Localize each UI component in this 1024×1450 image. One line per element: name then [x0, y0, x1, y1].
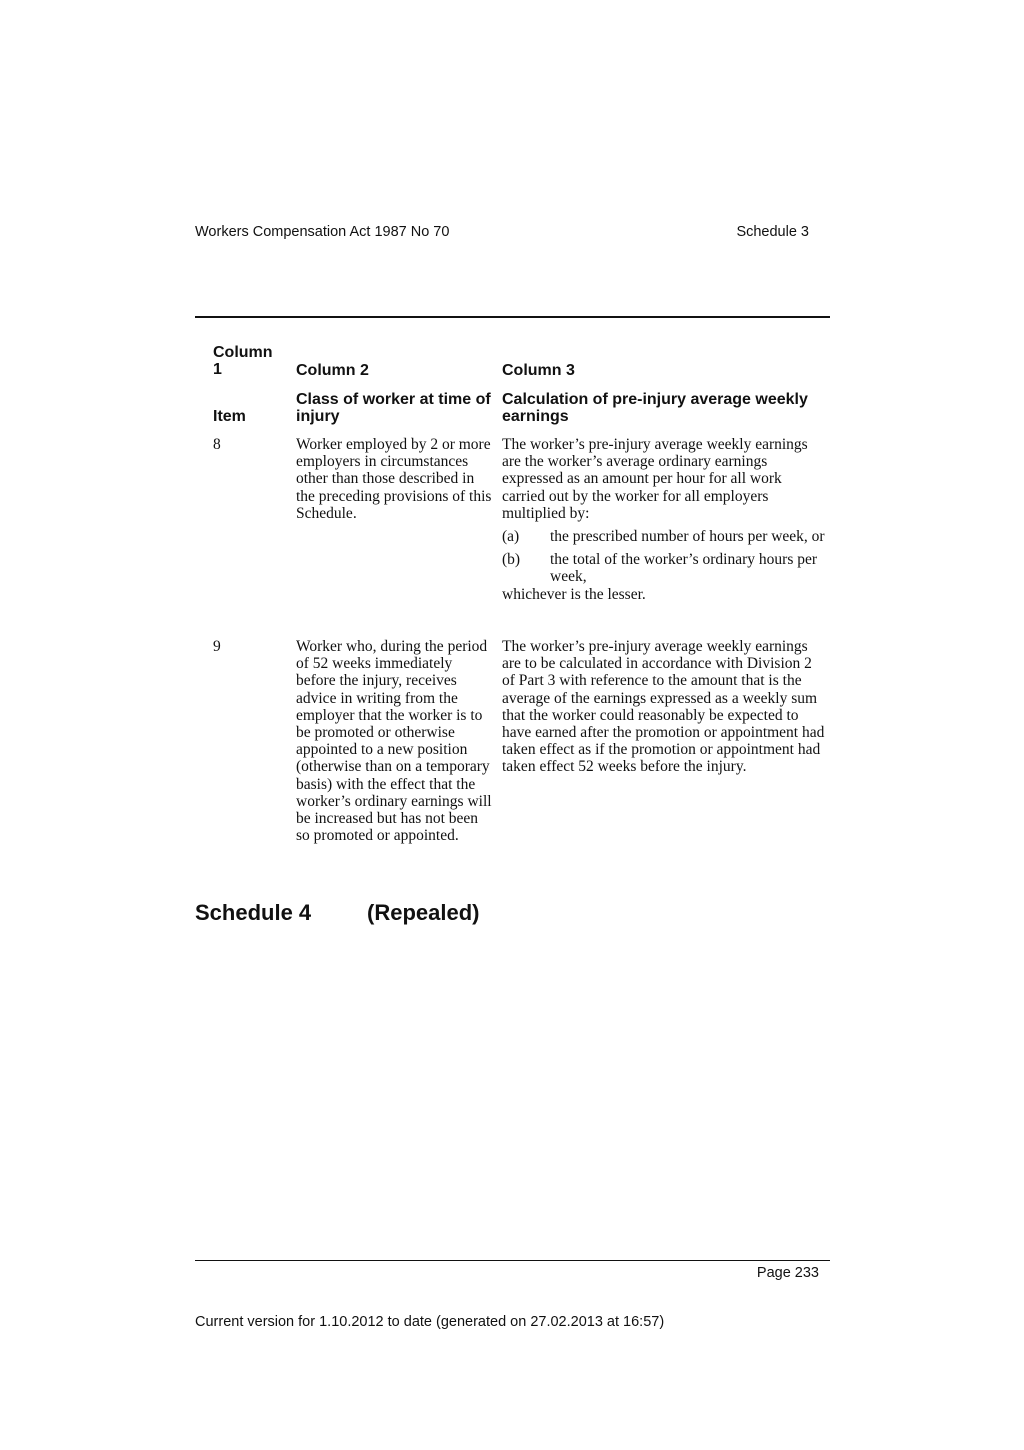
subitem-label: (a) [502, 528, 520, 546]
top-rule [195, 316, 830, 318]
schedule-number: Schedule 4 [195, 900, 312, 925]
version-footer: Current version for 1.10.2012 to date (generated on 27.02.2013 at 16:57) [195, 1314, 665, 1330]
bottom-rule [195, 1260, 830, 1261]
row-calculation [502, 638, 827, 776]
act-title: Workers Compensation Act 1987 No 70 [195, 224, 450, 240]
row-calculation [502, 436, 827, 603]
col3-subheading: Calculation of pre-injury average weekly earnings [502, 391, 808, 425]
row-item-number: 9 [213, 638, 221, 655]
calc-intro: The worker’s pre-injury average weekly earnings are to be calculated in accordance with Division 2 of Part 3 with reference to the amount that is the average of the earnings expressed as a weekly sum that the worker could reasonably be expected to have earned after the promotion or appointment had taken effect as if the promotion or appointment had taken effect 52 weeks before the injury. [502, 638, 825, 776]
schedule-label: Schedule 3 [736, 224, 809, 240]
running-header [195, 224, 809, 240]
page-number: Page 233 [756, 1265, 819, 1281]
schedule-4-heading [195, 900, 479, 926]
subitem-label: (b) [502, 551, 521, 569]
row-item-number: 8 [213, 436, 221, 453]
subitem-text: the total of the worker’s ordinary hours per week, [550, 551, 818, 586]
row-worker-class: Worker who, during the period of 52 weeks immediately before the injury, receives advice in writing from the employer that the worker is to be promoted or otherwise appointed to a new position (otherwise than on a temporary basis) with the effect that the worker’s ordinary earnings will be increased but has not been so promoted or appointed. [296, 638, 492, 845]
col2-subheading: Class of worker at time of injury [296, 391, 491, 425]
subitem-text: the prescribed number of hours per week, or [550, 528, 825, 546]
schedule-title: (Repealed) [367, 900, 480, 925]
col3-heading: Column 3 [502, 362, 575, 379]
calc-after: whichever is the lesser. [502, 585, 646, 603]
calc-subitem [502, 528, 827, 545]
calc-subitem [502, 551, 827, 585]
calc-intro: The worker’s pre-injury average weekly earnings are the worker’s average ordinary earnings expressed as an amount per hour for all work carried out by the worker for all employers multiplied by: [502, 436, 808, 522]
col1-heading: Column 1 [213, 344, 273, 378]
col1-subheading: Item [213, 408, 246, 425]
row-worker-class: Worker employed by 2 or more employers in circumstances other than those described in the preceding provisions of this Schedule. [296, 436, 492, 522]
col2-heading: Column 2 [296, 362, 369, 379]
